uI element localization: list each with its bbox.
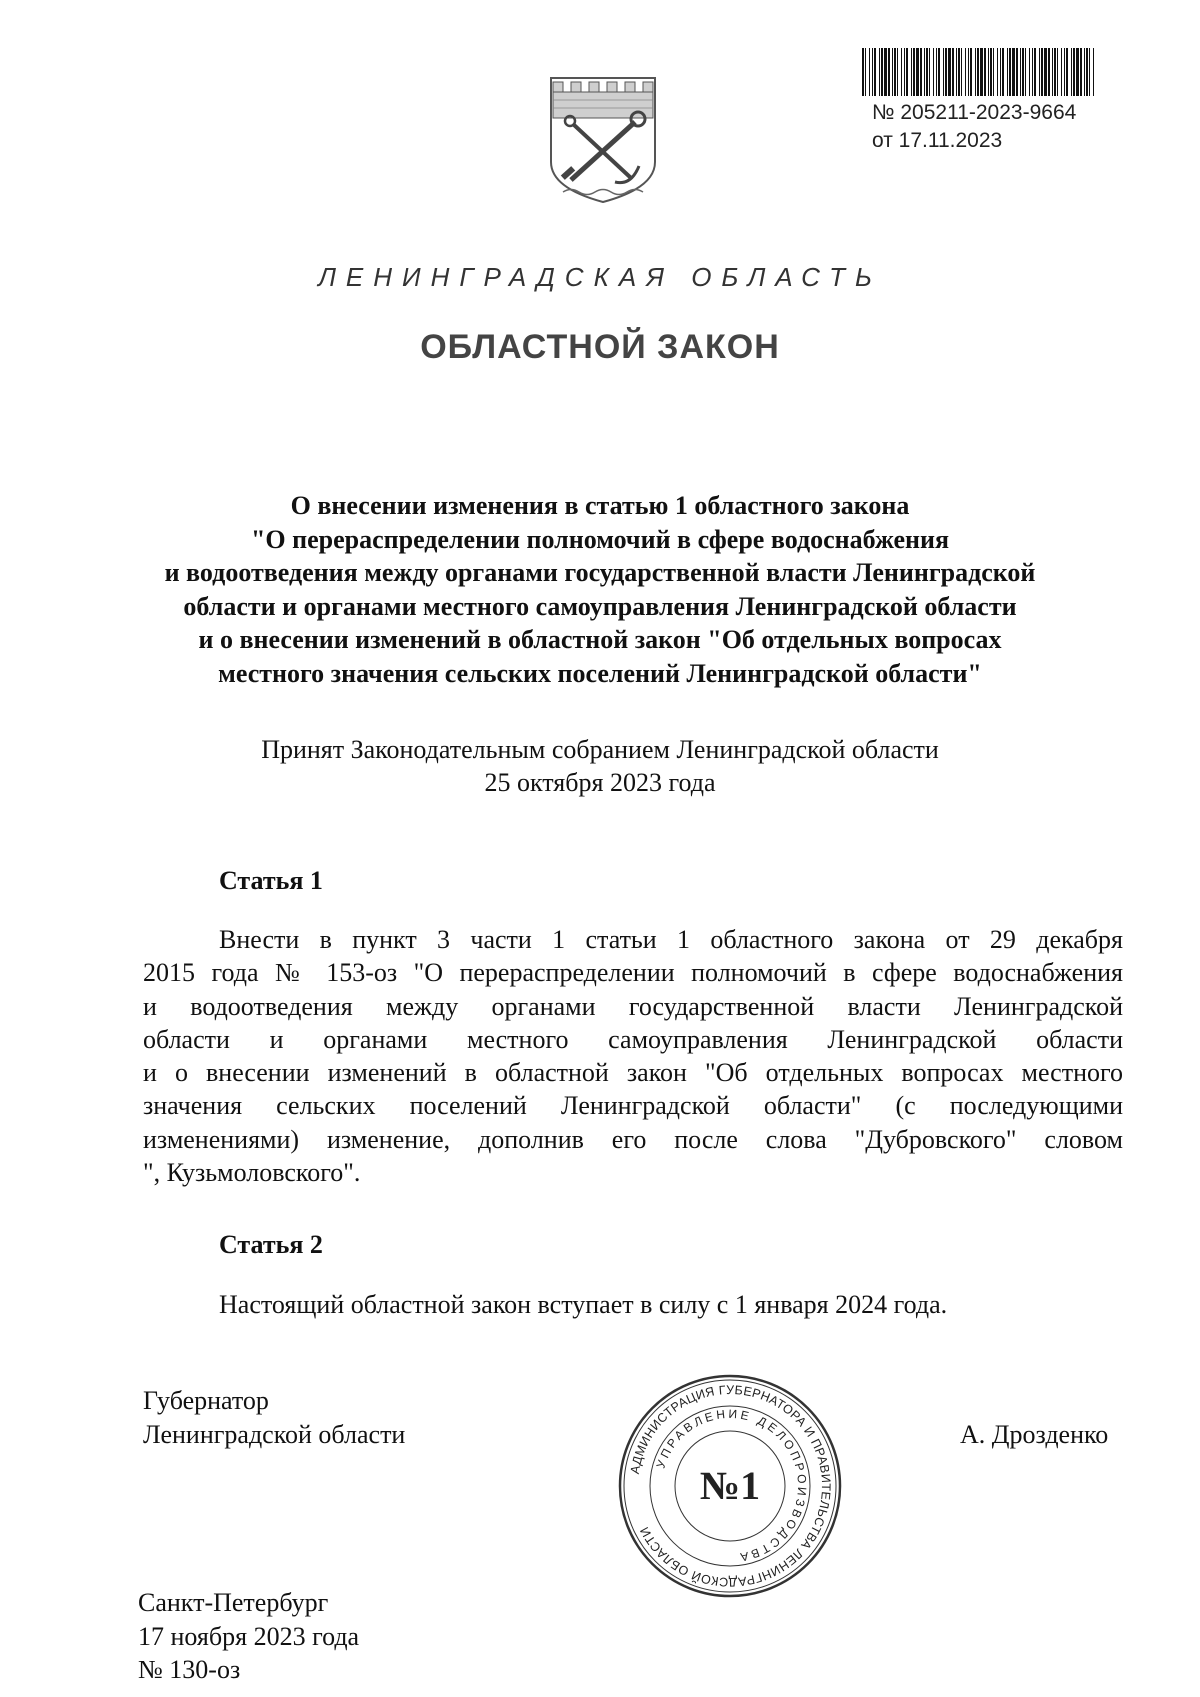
region-heading: ЛЕНИНГРАДСКАЯ ОБЛАСТЬ [318,262,882,292]
barcode-bar [961,48,962,96]
barcode-bar [1086,48,1088,96]
barcode-bar [1029,48,1030,96]
barcode-bar [975,48,976,96]
law-title [100,489,1100,690]
barcode-bar [1044,48,1047,96]
signer-position-region: Ленинградской области [143,1420,406,1449]
barcode-bar [988,48,989,96]
adoption-note [0,733,1200,799]
barcode-bar [1066,48,1068,96]
signing-city: Санкт-Петербург [138,1588,329,1617]
article-1-line: области и органами местного самоуправления Ленинградской области [143,1024,1123,1054]
adoption-date: 25 октября 2023 года [484,768,716,797]
stamp-inner-text: УПРАВЛЕНИЕ ДЕЛОПРОИЗВОДСТВА [653,1406,810,1565]
title-line: и о внесении изменений в областной закон "Об отдельных вопросах [198,625,1002,654]
barcode-bar [958,48,960,96]
barcode-bar [1057,48,1058,96]
barcode-bar [1007,48,1008,96]
article-1-line: Внести в пункт 3 части 1 статьи 1 областного закона от 29 декабря [219,925,1123,954]
article-1-line: изменениями) изменение, дополнив его после слова "Дубровского" словом [143,1124,1123,1154]
barcode-bar [968,48,969,96]
barcode-icon [860,48,1098,96]
registration-number: № 205211-2023-9664 [872,101,1077,124]
title-line: местного значения сельских поселений Ленинградской области" [218,658,982,688]
barcode-bar [911,48,912,96]
barcode-bar [1025,48,1026,96]
barcode-bar [869,48,870,96]
barcode-bar [993,48,994,96]
barcode-bar [865,48,866,96]
barcode-bar [948,48,951,96]
title-line: области и органами местного самоуправления Ленинградской области [183,591,1017,621]
barcode-bar [904,48,905,96]
article-1-line: и о внесении изменений в областной закон "Об отдельных вопросах местного [143,1058,1123,1088]
barcode-bar [926,48,928,96]
barcode-bar [1022,48,1024,96]
barcode-bar [906,48,908,96]
barcode-bar [1039,48,1040,96]
barcode-bar [980,48,983,96]
barcode-bar [1080,48,1082,96]
barcode-bar [879,48,880,96]
barcode-bar [913,48,915,96]
signer-name: А. Дрозденко [960,1420,1109,1449]
article-1-line: и водоотведения между органами государственной власти Ленинградской [143,991,1123,1021]
barcode-bar [945,48,947,96]
barcode-bar [1009,48,1011,96]
barcode-bar [997,48,998,96]
barcode-bar [897,48,898,96]
barcode-bar [892,48,893,96]
barcode-bar [929,48,930,96]
registration-date: от 17.11.2023 [872,129,1003,152]
barcode-bar [1034,48,1036,96]
barcode-bar [1084,48,1085,96]
official-stamp-icon [615,1371,845,1601]
barcode-bar [920,48,922,96]
barcode-bar [1061,48,1062,96]
barcode-bar [933,48,934,96]
article-1-line: 2015 года № 153-оз "О перераспределении полномочий в сфере водоснабжения [143,958,1123,988]
barcode-bar [881,48,883,96]
title-line: О внесении изменения в статью 1 областного закона [290,491,910,520]
barcode-bar [943,48,944,96]
article-2-heading: Статья 2 [219,1230,323,1259]
barcode-bar [901,48,902,96]
barcode-bar [970,48,972,96]
barcode-bar [1076,48,1079,96]
barcode-bar [1093,48,1094,96]
stamp-center-number: №1 [699,1463,761,1508]
barcode-bar [1002,48,1004,96]
barcode-bar [990,48,992,96]
barcode-bar [1064,48,1065,96]
barcode-bar [1048,48,1050,96]
law-number: № 130-оз [138,1655,241,1684]
signing-date: 17 ноября 2023 года [138,1622,360,1651]
barcode-bar [862,48,864,96]
barcode-bar [888,48,890,96]
barcode-bar [956,48,957,96]
barcode-bar [1032,48,1033,96]
barcode-bar [936,48,937,96]
barcode-bar [1073,48,1075,96]
signer-position: Губернатор [143,1386,269,1415]
barcode-bar [872,48,873,96]
barcode-bar [938,48,940,96]
title-line: "О перераспределении полномочий в сфере водоснабжения [250,524,950,554]
barcode-bar [1089,48,1090,96]
barcode-bar [1052,48,1053,96]
barcode-bar [884,48,887,96]
article-2-text: Настоящий областной закон вступает в силу с 1 января 2024 года. [219,1290,948,1319]
barcode-bar [1054,48,1056,96]
barcode-bar [1071,48,1072,96]
barcode-bar [1020,48,1021,96]
barcode-bar [1041,48,1043,96]
barcode-bar [874,48,876,96]
title-line: и водоотведения между органами государственной власти Ленинградской [164,558,1036,587]
barcode-bar [977,48,979,96]
barcode-bar [1012,48,1015,96]
barcode-bar [924,48,925,96]
stamp-outer-text: АДМИНИСТРАЦИЯ ГУБЕРНАТОРА И ПРАВИТЕЛЬСТВА ЛЕНИНГРАДСКОЙ ОБЛАСТИ [627,1382,834,1590]
barcode-bar [1016,48,1018,96]
coat-of-arms-icon [543,70,663,210]
law-type-heading: ОБЛАСТНОЙ ЗАКОН [420,328,780,366]
barcode-bar [916,48,919,96]
article-1-text [143,923,1123,1189]
barcode-bar [1000,48,1001,96]
adoption-line: Принят Законодательным собранием Ленинградской области [261,735,939,764]
barcode-bar [965,48,966,96]
article-1-line: значения сельских поселений Ленинградской области" (с последующими [143,1091,1123,1121]
article-1-heading: Статья 1 [219,866,323,895]
article-1-line: ", Кузьмоловского". [143,1158,361,1188]
barcode-bar [952,48,954,96]
barcode-bar [984,48,986,96]
barcode-bar [894,48,896,96]
